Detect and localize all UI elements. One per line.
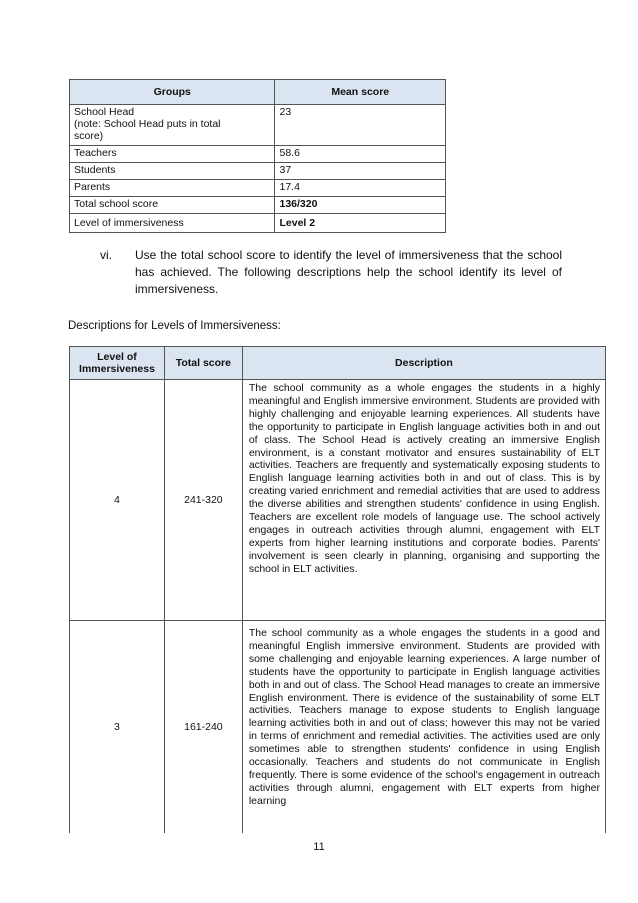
score-cell: 136/320	[275, 197, 446, 214]
total-score-cell: 161-240	[164, 621, 242, 834]
score-cell: 23	[275, 105, 446, 146]
score-cell: 58.6	[275, 146, 446, 163]
table-row	[70, 380, 606, 621]
table-header-row	[70, 80, 446, 105]
table-row	[70, 180, 446, 197]
description-cell: The school community as a whole engages the students in a good and meaningful English immersive environment. Students are provided with some challenging and enjoyable learning experiences. A large number of students have the opportunity to participate in English language activities both in and out of class. The School Head manages to create an immersive English environment. There is evidence of the sustainability of some ELT activities. Teachers manage to expose students to English language learning activities both in and out of class; however this may not be varied in terms of enrichment and remedial activities. The activities used are only sometimes able to strengthen students' confidence in using English occasionally. Teachers and students do not communicate in English frequently. There is some evidence of the school's engagement in outreach activities through alumni, engagement with ELT experts from higher learning	[242, 621, 605, 834]
column-header-groups: Groups	[70, 80, 275, 105]
table-row	[70, 621, 606, 834]
page-number: 11	[313, 841, 325, 853]
score-cell: 37	[275, 163, 446, 180]
table-header-row	[70, 347, 606, 380]
mean-score-table	[69, 79, 446, 233]
description-cell: The school community as a whole engages the students in a highly meaningful and English immersive environment. Students are provided with highly challenging and enjoyable learning experiences. All students have the opportunity to participate in English language activities both in and out of class. The School Head is actively creating an immersive English environment, is a constant motivator and ensures sustainability of ELT activities. Teachers are frequently and systematically exposing students to English language learning activities both in and out of class. This is by creating varied enrichment and remedial activities that are used to address the diverse abilities and strengthen students' confidence in using English. Teachers are excellent role models of language use. The school actively engages in outreach activities through alumni, engagement with ELT experts from higher learning institutions and corporate bodies. Parents' involvement is seen clearly in planning, organising and supporting the school in ELT activities.	[242, 380, 605, 621]
level-cell: 3	[70, 621, 165, 834]
table-row	[70, 146, 446, 163]
instruction-item	[100, 247, 562, 298]
group-cell: Total school score	[70, 197, 275, 214]
table-row	[70, 214, 446, 233]
column-header-mean-score: Mean score	[275, 80, 446, 105]
score-cell: Level 2	[275, 214, 446, 233]
table-row	[70, 197, 446, 214]
level-cell: 4	[70, 380, 165, 621]
group-cell: Level of immersiveness	[70, 214, 275, 233]
table-row	[70, 163, 446, 180]
group-cell: Parents	[70, 180, 275, 197]
column-header-description: Description	[242, 347, 605, 380]
group-cell: Teachers	[70, 146, 275, 163]
immersiveness-levels-table	[69, 346, 606, 833]
table-row	[70, 105, 446, 146]
total-score-cell: 241-320	[164, 380, 242, 621]
column-header-total-score: Total score	[164, 347, 242, 380]
section-heading: Descriptions for Levels of Immersiveness:	[68, 320, 281, 332]
score-cell: 17.4	[275, 180, 446, 197]
list-number: vi.	[100, 248, 112, 262]
group-cell: Students	[70, 163, 275, 180]
instruction-text: Use the total school score to identify the level of immersiveness that the school has achieved. The following descriptions help the school identify its level of immersiveness.	[135, 248, 562, 296]
column-header-level: Level of Immersiveness	[70, 347, 165, 380]
group-cell: School Head (note: School Head puts in total score)	[70, 105, 275, 146]
